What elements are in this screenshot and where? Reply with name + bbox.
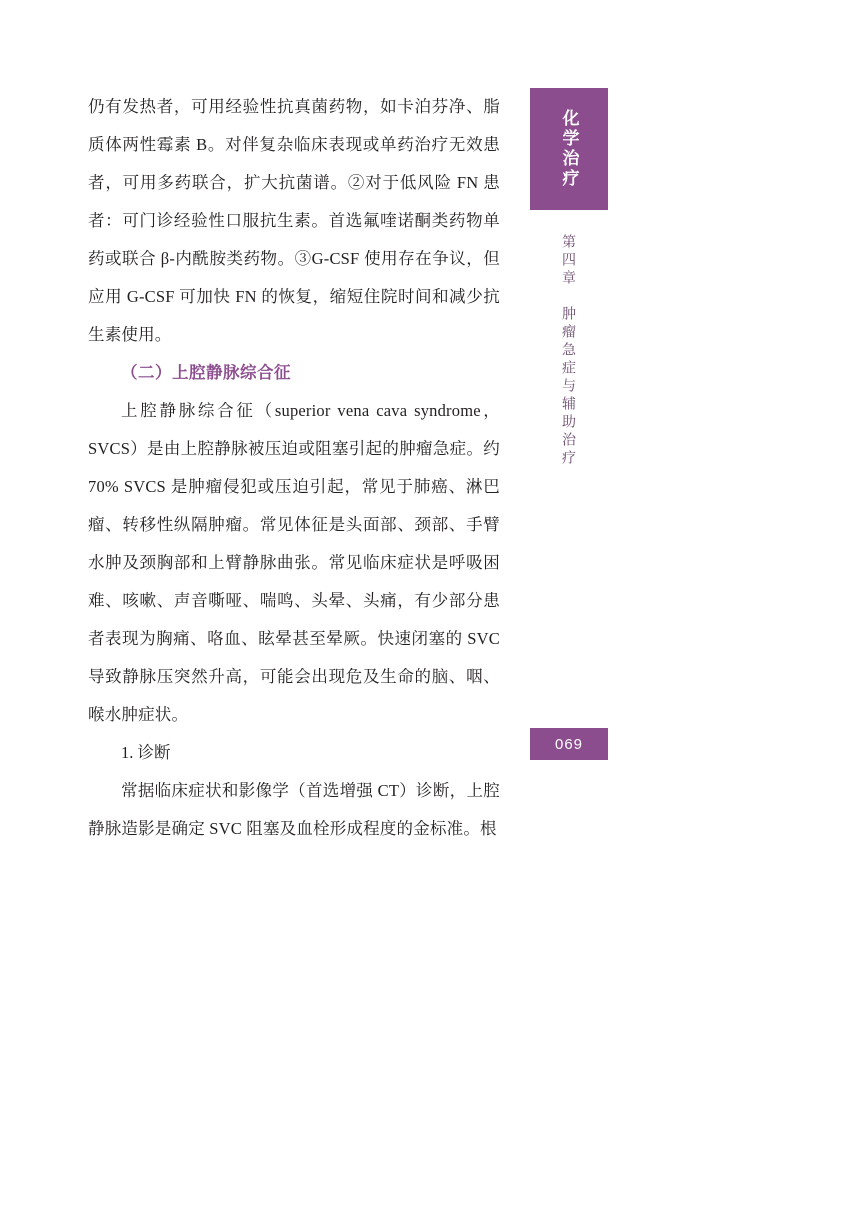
paragraph-1: 仍有发热者，可用经验性抗真菌药物，如卡泊芬净、脂质体两性霉素 B。对伴复杂临床表现或单药治疗无效患者，可用多药联合，扩大抗菌谱。②对于低风险 FN 患者：可门诊经验性口服抗生素。首选氟喹诺酮类药物单药或联合 β-内酰胺类药物。③G-CSF 使用存在争议，但应用 G-CSF 可加快 FN 的恢复，缩短住院时间和减少抗生素使用。	[88, 97, 500, 344]
section-label-text: 第四章 肿瘤急症与辅助治疗	[561, 234, 577, 468]
subsection-heading: 1. 诊断	[121, 743, 171, 762]
page-number-text: 069	[554, 735, 584, 753]
paragraph-3: 常据临床症状和影像学（首选增强 CT）诊断，上腔静脉造影是确定 SVC 阻塞及血栓形成程度的金标准。根	[88, 781, 500, 838]
side-rail	[530, 88, 608, 468]
page-number	[530, 728, 608, 760]
main-text-column	[88, 88, 500, 848]
section-label	[530, 234, 608, 468]
paragraph-2: 上腔静脉综合征（superior vena cava syndrome，SVCS）是由上腔静脉被压迫或阻塞引起的肿瘤急症。约 70% SVCS 是肿瘤侵犯或压迫引起，常见于肺癌、淋巴瘤、转移性纵隔肿瘤。常见体征是头面部、颈部、手臂水肿及颈胸部和上臂静脉曲张。常见临床症状是呼吸困难、咳嗽、声音嘶哑、喘鸣、头晕、头痛，有少部分患者表现为胸痛、咯血、眩晕甚至晕厥。快速闭塞的 SVC 导致静脉压突然升高，可能会出现危及生命的脑、咽、喉水肿症状。	[88, 401, 500, 724]
chapter-tab	[530, 88, 608, 210]
chapter-tab-label: 化学治疗	[559, 109, 579, 189]
section-heading: （二）上腔静脉综合征	[121, 364, 291, 382]
